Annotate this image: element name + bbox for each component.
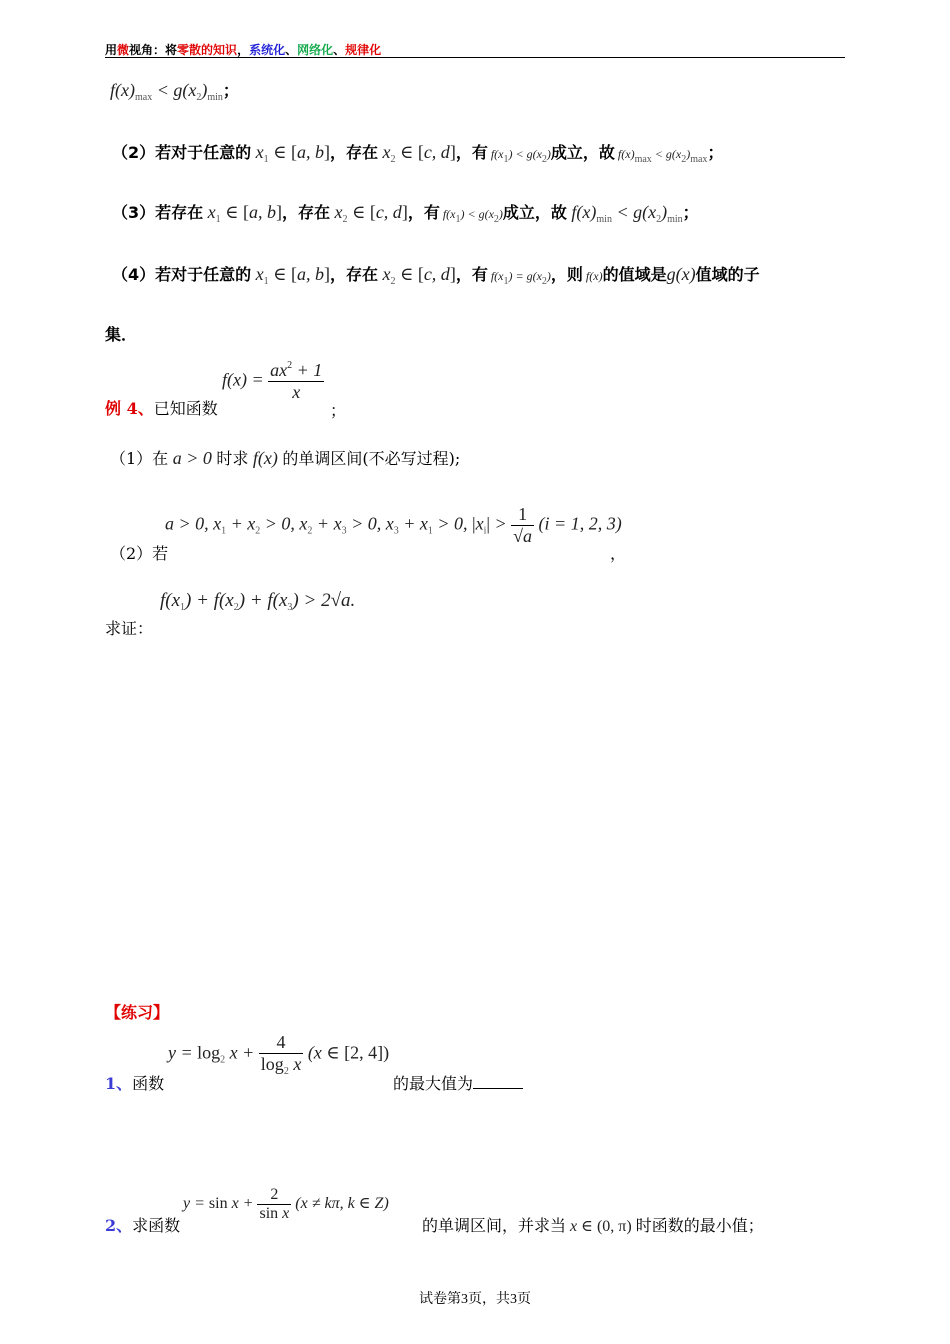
- example-4-claim: $f(x_1) + f(x_2) + f(x_3) > 2√a$.: [160, 590, 356, 613]
- header-rule: [105, 57, 845, 58]
- page-footer: 试卷第3页，共3页: [419, 1292, 531, 1307]
- practice-q1: 1、函数: [105, 1074, 165, 1093]
- example-4-part-1: （1）在 a > 0 时求 f(x) 的单调区间(不必写过程);: [110, 448, 461, 468]
- item-3: （3）若存在 $x_1$ ∈ [a, b]，存在 $x_2$ ∈ [c, d]，有 $f(x_1) < g(x_2)$成立，故 $f(x)_{min} < g(x_2)_{min}$；: [112, 202, 699, 225]
- item-4-end: 集．: [105, 325, 138, 344]
- practice-q2: 2、求函数: [105, 1216, 181, 1235]
- example-4-heading: 例 4、已知函数: [105, 399, 218, 418]
- item-4: （4）若对于任意的 $x_1$ ∈ [a, b]，存在 $x_2$ ∈ [c, d]，有 $f(x_1) = g(x_2)$，则 f(x)的值域是g(x)值域的子: [112, 264, 760, 287]
- example-4-part-2-label: （2）若: [110, 544, 169, 563]
- example-4-part-2-condition: a > 0, $x_1 + x_2 > 0$, $x_2 + x_3 > 0$, $x_3 + x_1 > 0$, $|x_i|$ > $\frac{1}{√a}$ (i = 1, 2, 3): [165, 504, 622, 546]
- example-4-part-2-comma: ，: [610, 544, 627, 563]
- page-header: 用微视角：将零散的知识，系统化、网络化、规律化: [105, 43, 382, 57]
- item-2: （2）若对于任意的 $x_1$ ∈ [a, b]，存在 $x_2$ ∈ [c, d]，有 $f(x_1) < g(x_2)$成立，故 $f(x)_{max} < g(x_2)_{max}$；: [112, 142, 724, 165]
- answer-blank[interactable]: [473, 1088, 523, 1089]
- practice-title: 【练习】: [105, 1003, 170, 1022]
- practice-q2-formula: y = sin x + $\frac{2}{\text{sin x}}$ (x ≠ kπ, k ∈ Z): [183, 1186, 389, 1222]
- example-4-formula: f(x) = $\frac{ax^2 + 1}{x}$: [222, 360, 323, 402]
- example-4-semicolon: ；: [330, 401, 347, 420]
- item1-conclusion: $f(x)_{max} < g(x_2)_{min}$；: [110, 80, 239, 103]
- practice-q1-ask: 的最大值为: [393, 1071, 523, 1094]
- example-4-prove-label: 求证：: [105, 619, 154, 638]
- practice-q1-formula: $y = \log_2 x$ + $\frac{4}{\log_2 x}$ (x ∈ [2, 4]): [168, 1032, 390, 1077]
- practice-q2-text: 的单调区间，并求当 x ∈ (0, π) 时函数的最小值；: [422, 1216, 764, 1235]
